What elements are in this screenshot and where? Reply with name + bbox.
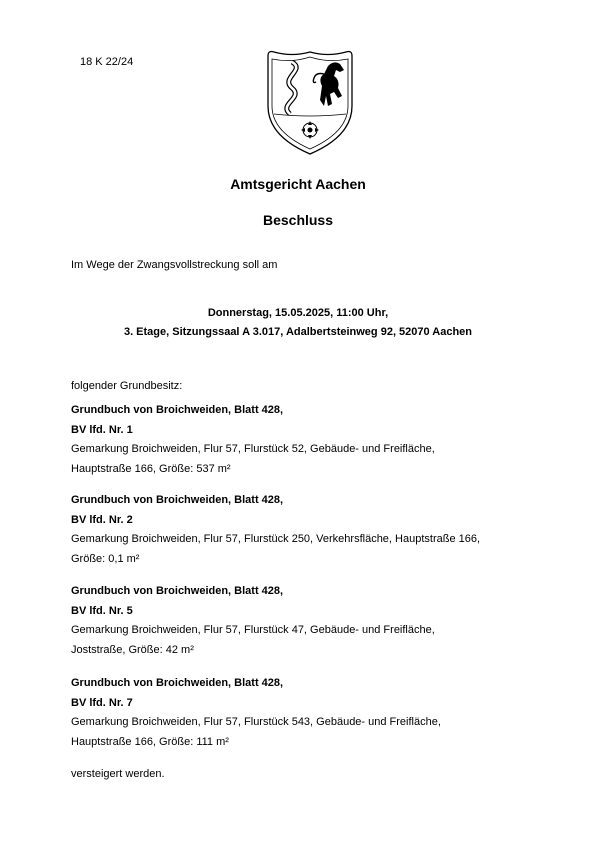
entry-register: Grundbuch von Broichweiden, Blatt 428, [71,585,284,597]
entry-register: Grundbuch von Broichweiden, Blatt 428, [71,404,284,416]
court-name: Amtsgericht Aachen [230,176,366,192]
entry-description-line2: Hauptstraße 166, Größe: 111 m² [71,735,229,748]
property-entry-4 [71,674,531,752]
entry-item: BV lfd. Nr. 1 [71,423,133,436]
entry-item: BV lfd. Nr. 7 [71,696,133,709]
closing-text: versteigert werden. [71,768,165,780]
appointment-date: Donnerstag, 15.05.2025, 11:00 Uhr, [207,307,389,319]
nrw-coat-of-arms-icon [262,48,358,158]
entry-description-line1: Gemarkung Broichweiden, Flur 57, Flurstück 543, Gebäude- und Freifläche, [71,716,441,728]
document-title: Beschluss [262,212,334,228]
file-number: 18 K 22/24 [80,56,134,68]
appointment-location: 3. Etage, Sitzungssaal A 3.017, Adalbertsteinweg 92, 52070 Aachen [123,326,473,338]
entry-description-line1: Gemarkung Broichweiden, Flur 57, Flurstück 250, Verkehrsfläche, Hauptstraße 166, [71,533,481,545]
entry-description-line1: Gemarkung Broichweiden, Flur 57, Flurstück 52, Gebäude- und Freifläche, [71,443,435,455]
entry-register: Grundbuch von Broichweiden, Blatt 428, [71,677,284,689]
entry-register: Grundbuch von Broichweiden, Blatt 428, [71,494,284,506]
entry-item: BV lfd. Nr. 2 [71,513,133,526]
intro-text: Im Wege der Zwangsvollstreckung soll am [71,259,278,271]
property-entry-2 [71,491,531,569]
entry-description-line2: Hauptstraße 166, Größe: 537 m² [71,462,231,475]
entry-description-line1: Gemarkung Broichweiden, Flur 57, Flurstück 47, Gebäude- und Freifläche, [71,624,435,636]
property-entry-1 [71,401,531,479]
entry-item: BV lfd. Nr. 5 [71,604,133,617]
property-entry-3 [71,582,531,660]
property-intro: folgender Grundbesitz: [71,380,183,392]
entry-description-line2: Größe: 0,1 m² [71,552,140,565]
entry-description-line2: Joststraße, Größe: 42 m² [71,643,194,656]
